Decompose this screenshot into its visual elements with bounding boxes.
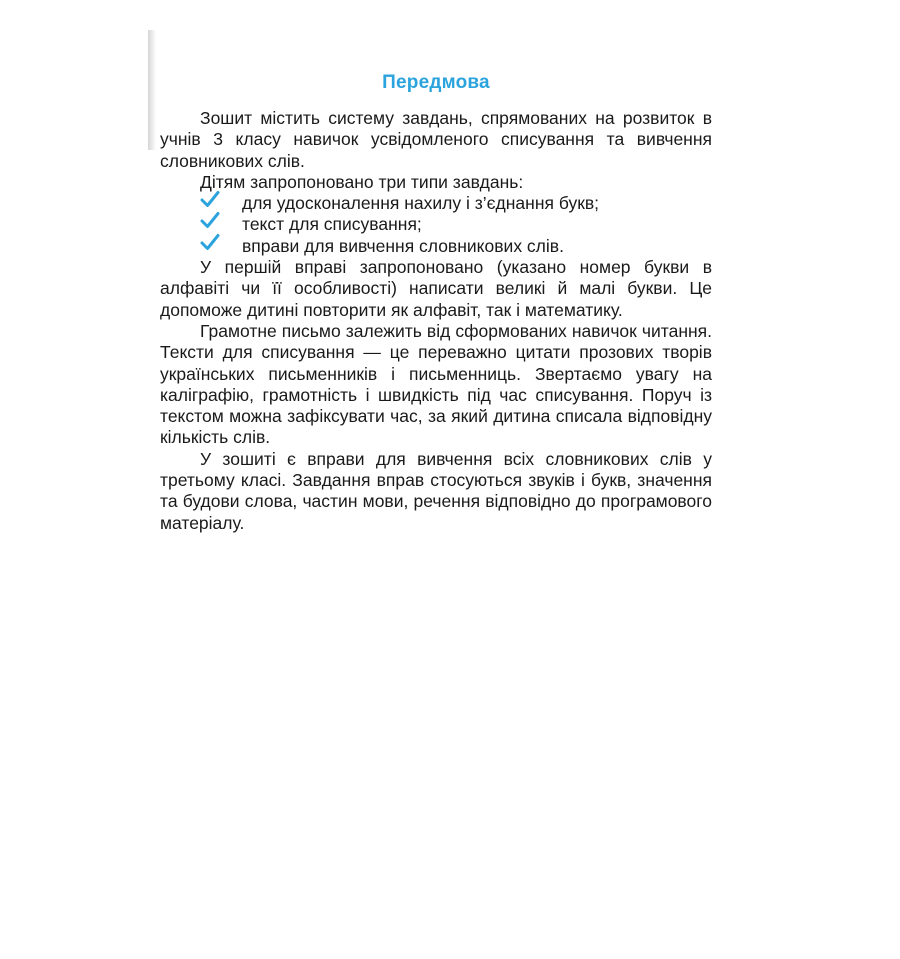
literacy-paragraph: Грамотне письмо залежить від сформованих навичок читання. Тексти для списування — це переважно цитати прозових творів українських письменників і письменниць. Звертаємо увагу на каліграфію, грамотність і швидкість під час списування. Поруч із текстом можна зафіксувати час, за який дитина списала відповідну кількість слів. [160, 320, 712, 448]
check-icon [200, 189, 220, 209]
list-item-label: текст для списування; [242, 214, 422, 235]
check-icon [200, 232, 220, 252]
preface-page [160, 72, 712, 534]
first-exercise-paragraph: У першій вправі запропоновано (указано номер букви в алфавіті чи її особливості) написати великі й малі букви. Це допоможе дитині повторити як алфавіт, так і математику. [160, 257, 712, 320]
list-item-label: вправи для вивчення словникових слів. [242, 235, 564, 256]
check-icon [200, 210, 220, 230]
vocabulary-paragraph: У зошиті є вправи для вивчення всіх словникових слів у третьому класі. Завдання вправ стосуються звуків і букв, значення та будови слова, частин мови, речення відповідно до програмового матеріалу. [160, 448, 712, 533]
scan-shadow-edge [148, 30, 156, 150]
list-item [160, 236, 712, 257]
task-types-list [160, 193, 712, 257]
intro-paragraph: Зошит містить систему завдань, спрямованих на розвиток в учнів 3 класу навичок усвідомленого списування та вивчення словникових слів. [160, 108, 712, 171]
page-title: Передмова [382, 72, 490, 93]
list-item-label: для удосконалення нахилу і з’єднання букв; [242, 193, 600, 214]
list-item [160, 214, 712, 235]
task-types-intro: Дітям запропоновано три типи завдань: [200, 171, 524, 192]
list-item [160, 193, 712, 214]
